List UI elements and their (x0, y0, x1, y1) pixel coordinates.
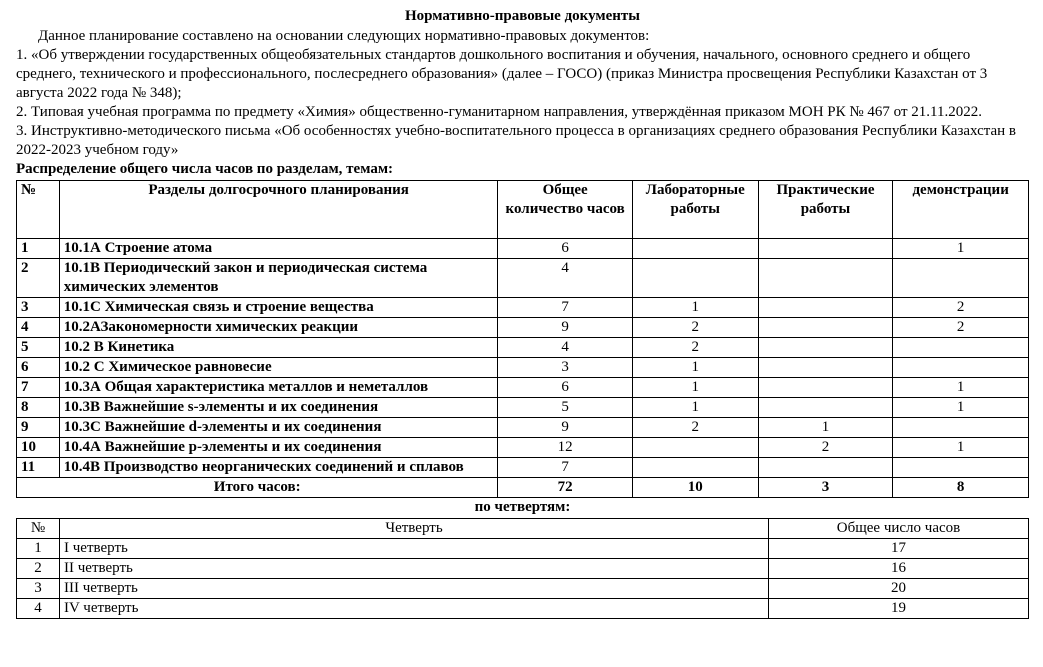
table-row (17, 298, 1029, 318)
row-section: 10.3В Важнейшие s-элементы и их соединения (59, 398, 498, 418)
row-total: 4 (498, 338, 632, 358)
quarter-heading: по четвертям: (474, 499, 571, 515)
header-practical: Практические работы (758, 181, 893, 239)
totals-lab: 10 (632, 478, 758, 498)
quarter-row-name: IV четверть (60, 599, 769, 619)
row-num: 7 (17, 378, 60, 398)
row-practical: 1 (758, 418, 893, 438)
row-total: 6 (498, 239, 632, 259)
distribution-heading: Распределение общего числа часов по разделам, темам: (16, 161, 394, 177)
row-demo: 1 (893, 398, 1029, 418)
totals-practical: 3 (758, 478, 893, 498)
table-row (17, 579, 1029, 599)
totals-label: Итого часов: (17, 478, 498, 498)
row-demo (893, 458, 1029, 478)
row-section: 10.2 С Химическое равновесие (59, 358, 498, 378)
row-total: 5 (498, 398, 632, 418)
header-total: Общее количество часов (498, 181, 632, 239)
totals-row (17, 478, 1029, 498)
row-demo: 2 (893, 298, 1029, 318)
row-lab (632, 259, 758, 298)
row-section: 10.2АЗакономерности химических реакции (59, 318, 498, 338)
row-demo (893, 259, 1029, 298)
table-row (17, 378, 1029, 398)
quarter-header-num: № (17, 519, 60, 539)
quarter-row-hours: 19 (769, 599, 1029, 619)
document-title: Нормативно-правовые документы (404, 8, 640, 24)
row-section: 10.3А Общая характеристика металлов и неметаллов (59, 378, 498, 398)
row-practical (758, 398, 893, 418)
sections-table (16, 180, 1029, 498)
row-lab: 1 (632, 298, 758, 318)
row-lab: 2 (632, 418, 758, 438)
row-num: 1 (17, 239, 60, 259)
row-practical (758, 318, 893, 338)
row-lab (632, 458, 758, 478)
quarter-row-hours: 16 (769, 559, 1029, 579)
table-row (17, 438, 1029, 458)
sections-header-row (17, 181, 1029, 239)
quarter-row-name: I четверть (60, 539, 769, 559)
row-practical (758, 338, 893, 358)
row-practical (758, 378, 893, 398)
row-lab: 2 (632, 338, 758, 358)
table-row (17, 599, 1029, 619)
intro-paragraph: Данное планирование составлено на основании следующих нормативно-правовых документов: (38, 28, 650, 44)
table-row (17, 398, 1029, 418)
reference-3: 3. Инструктивно-методического письма «Об особенностях учебно-воспитательного процесса в организациях среднего образования Республики Казахстан в 2022-2023 учебном году» (16, 123, 1017, 158)
row-demo: 1 (893, 378, 1029, 398)
row-practical (758, 358, 893, 378)
row-total: 6 (498, 378, 632, 398)
row-total: 7 (498, 458, 632, 478)
row-practical: 2 (758, 438, 893, 458)
row-practical (758, 458, 893, 478)
reference-1: 1. «Об утверждении государственных общеобязательных стандартов дошкольного воспитания и обучения, начального, основного среднего и общего среднего, технического и профессионального, послесреднего образования» (далее – ГОСО) (приказ Министра просвещения Республики Казахстан от 3 августа 2022 года № 348); (16, 47, 988, 101)
row-practical (758, 239, 893, 259)
header-num: № (17, 181, 60, 239)
row-section: 10.1В Периодический закон и периодическая система химических элементов (59, 259, 498, 298)
row-num: 5 (17, 338, 60, 358)
row-section: 10.1А Строение атома (59, 239, 498, 259)
row-section: 10.4А Важнейшие р-элементы и их соединения (59, 438, 498, 458)
row-total: 9 (498, 418, 632, 438)
table-row (17, 539, 1029, 559)
row-demo: 1 (893, 239, 1029, 259)
row-num: 6 (17, 358, 60, 378)
quarter-row-name: III четверть (60, 579, 769, 599)
row-demo (893, 358, 1029, 378)
quarter-row-name: II четверть (60, 559, 769, 579)
row-section: 10.4В Производство неорганических соединений и сплавов (59, 458, 498, 478)
row-num: 11 (17, 458, 60, 478)
quarters-header-row (17, 519, 1029, 539)
row-total: 7 (498, 298, 632, 318)
quarter-row-hours: 17 (769, 539, 1029, 559)
table-row (17, 458, 1029, 478)
table-row (17, 559, 1029, 579)
quarters-table (16, 518, 1029, 619)
row-demo: 2 (893, 318, 1029, 338)
row-lab: 1 (632, 358, 758, 378)
quarter-row-num: 4 (17, 599, 60, 619)
table-row (17, 338, 1029, 358)
row-practical (758, 259, 893, 298)
totals-total: 72 (498, 478, 632, 498)
quarter-row-num: 1 (17, 539, 60, 559)
quarter-row-hours: 20 (769, 579, 1029, 599)
row-section: 10.2 В Кинетика (59, 338, 498, 358)
header-demo: демонстрации (893, 181, 1029, 239)
row-demo: 1 (893, 438, 1029, 458)
row-num: 3 (17, 298, 60, 318)
row-num: 4 (17, 318, 60, 338)
row-lab: 1 (632, 398, 758, 418)
quarter-row-num: 3 (17, 579, 60, 599)
quarter-row-num: 2 (17, 559, 60, 579)
row-total: 9 (498, 318, 632, 338)
row-section: 10.3С Важнейшие d-элементы и их соединения (59, 418, 498, 438)
table-row (17, 318, 1029, 338)
row-demo (893, 338, 1029, 358)
totals-demo: 8 (893, 478, 1029, 498)
row-lab: 1 (632, 378, 758, 398)
header-section: Разделы долгосрочного планирования (59, 181, 498, 239)
row-num: 8 (17, 398, 60, 418)
quarter-header-hours: Общее число часов (769, 519, 1029, 539)
row-num: 2 (17, 259, 60, 298)
row-demo (893, 418, 1029, 438)
quarter-header-quarter: Четверть (60, 519, 769, 539)
reference-2: 2. Типовая учебная программа по предмету «Химия» общественно-гуманитарном направления, утверждённая приказом МОН РК № 467 от 21.11.2022. (16, 104, 982, 120)
row-lab (632, 438, 758, 458)
table-row (17, 418, 1029, 438)
row-section: 10.1С Химическая связь и строение вещества (59, 298, 498, 318)
header-lab: Лабораторные работы (632, 181, 758, 239)
row-total: 3 (498, 358, 632, 378)
row-total: 12 (498, 438, 632, 458)
row-lab (632, 239, 758, 259)
table-row (17, 239, 1029, 259)
table-row (17, 259, 1029, 298)
row-lab: 2 (632, 318, 758, 338)
row-num: 10 (17, 438, 60, 458)
row-practical (758, 298, 893, 318)
table-row (17, 358, 1029, 378)
row-num: 9 (17, 418, 60, 438)
row-total: 4 (498, 259, 632, 298)
